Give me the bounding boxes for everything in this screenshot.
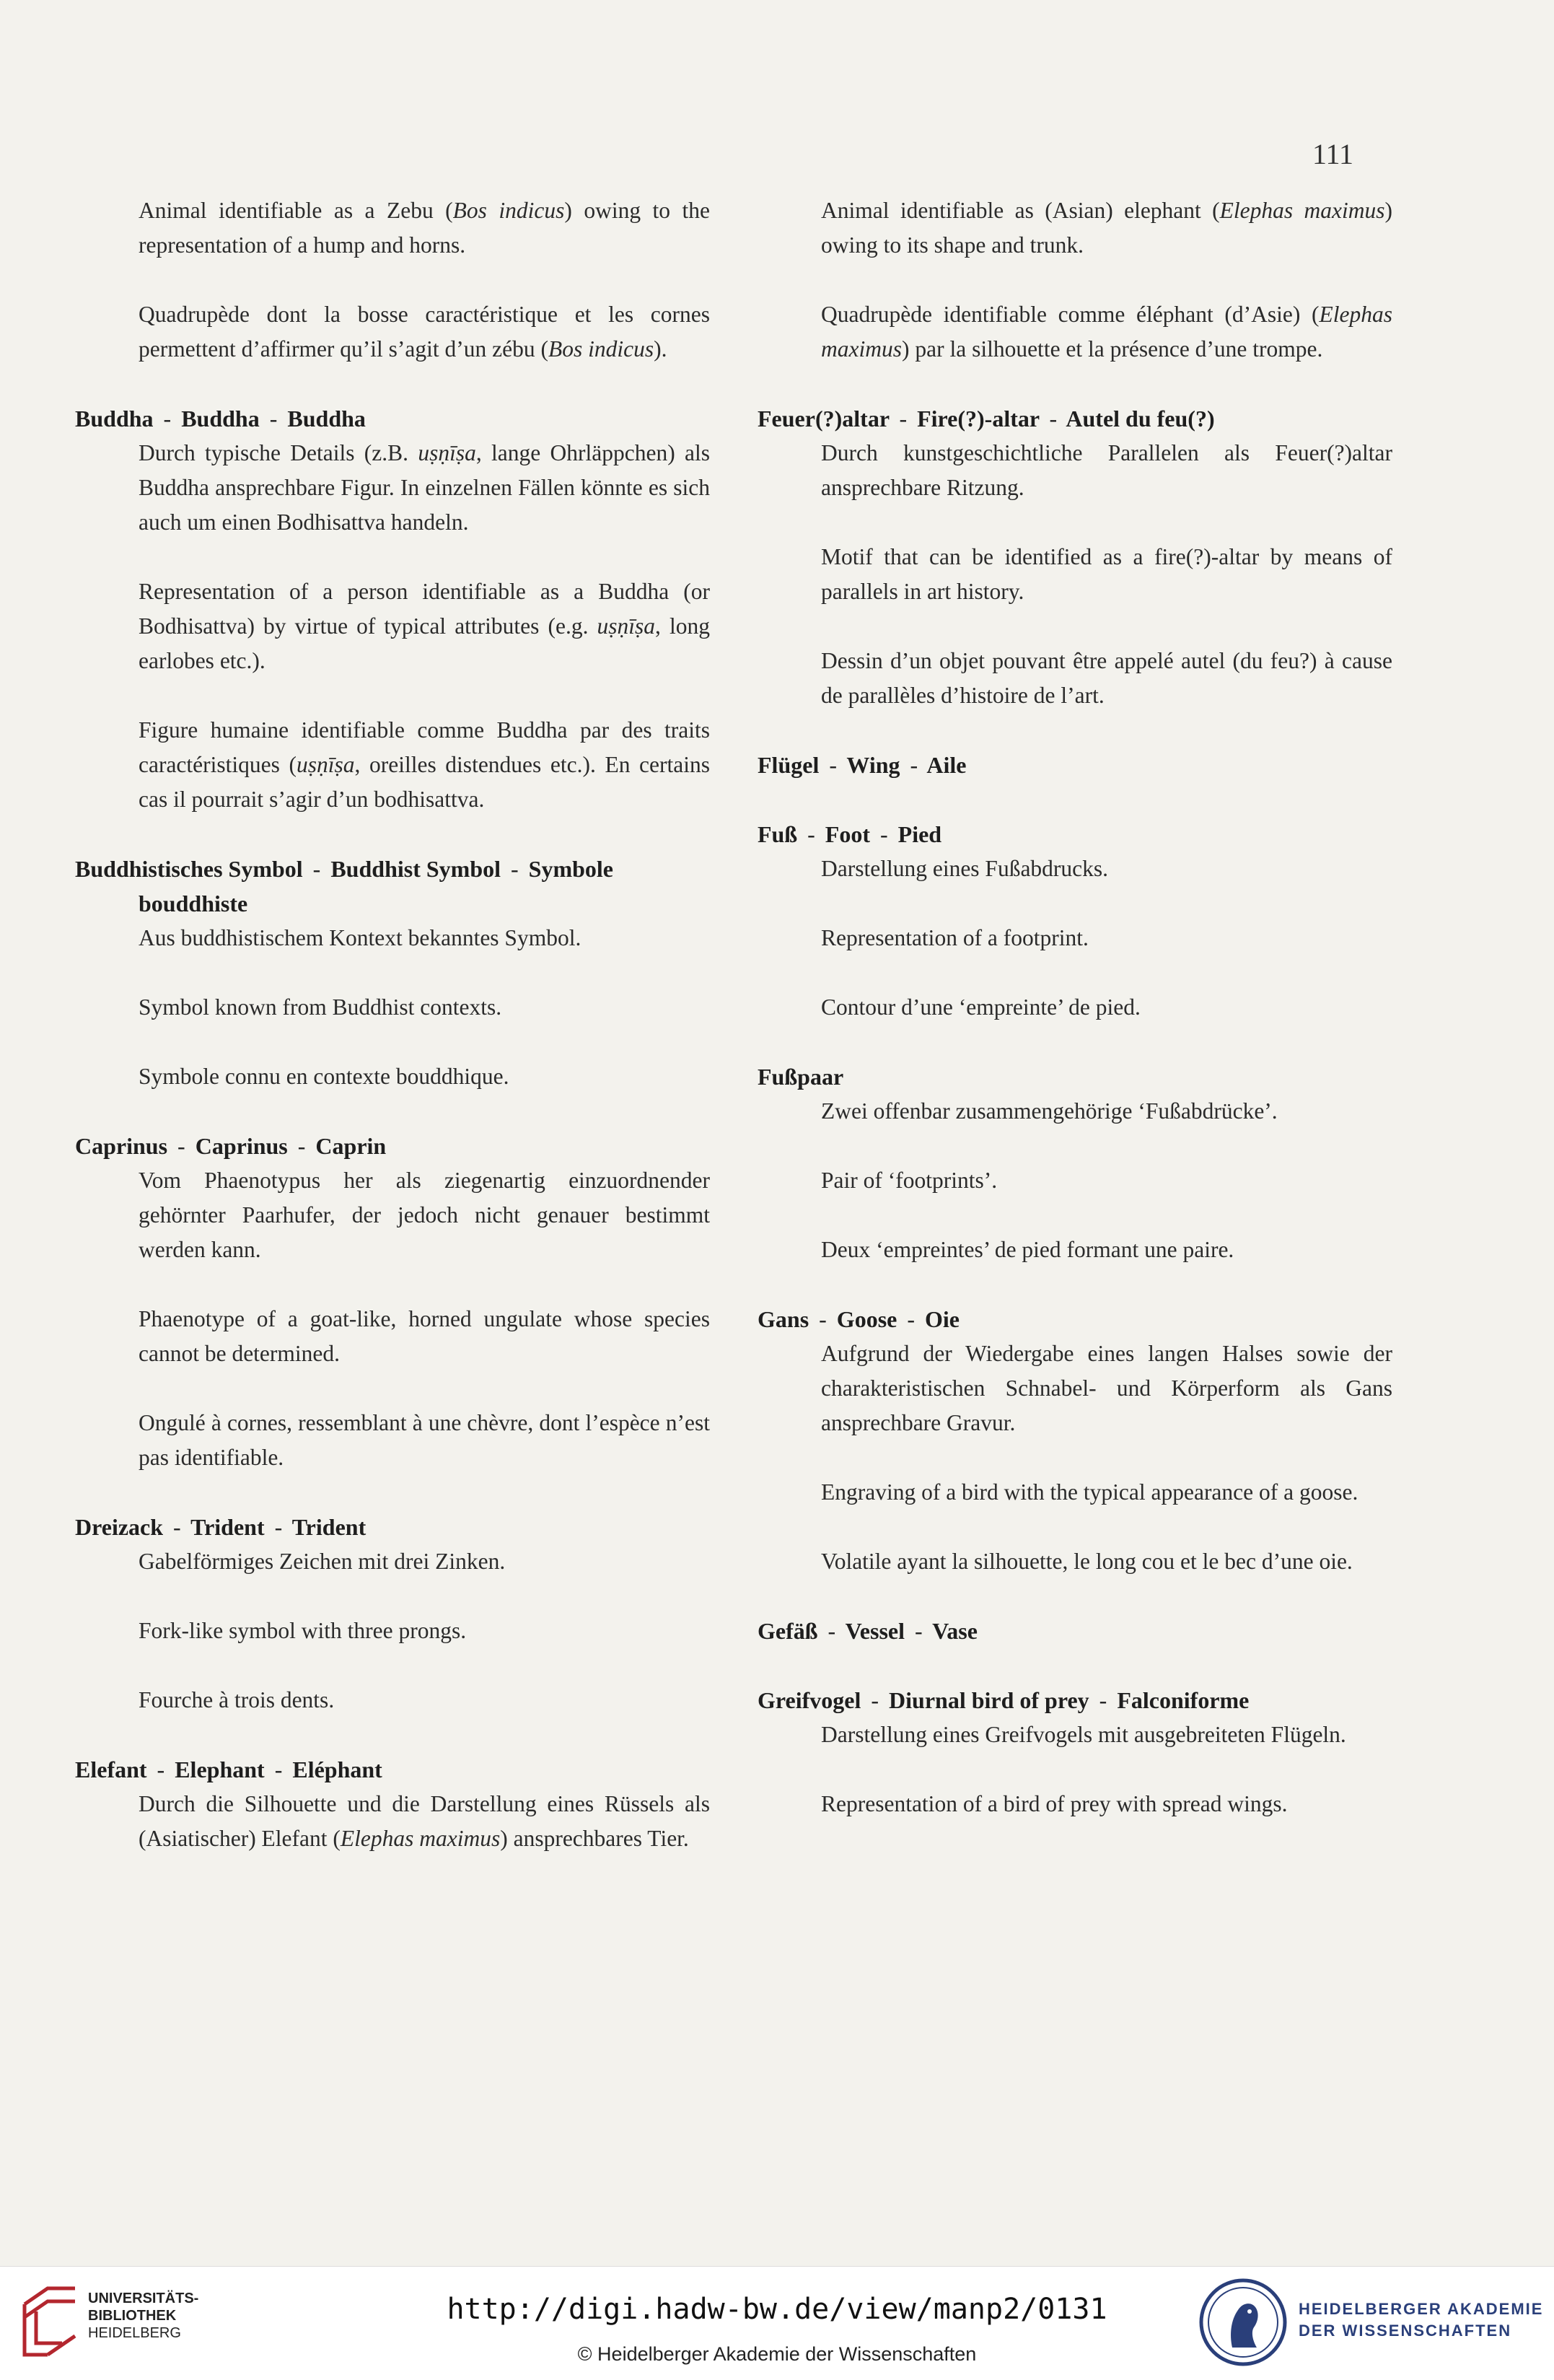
gans-german: Aufgrund der Wiedergabe eines langen Halses sowie der charakteristischen Schnabel- und Körperform als Gans ansprechbare Gravur. bbox=[821, 1341, 1392, 1435]
footer-bar bbox=[0, 2266, 1554, 2380]
entry-heading-fluegel: Flügel - Wing - Aile bbox=[758, 752, 967, 778]
page-number: 111 bbox=[1312, 138, 1353, 170]
fuss-german: Darstellung eines Fußabdrucks. bbox=[821, 856, 1109, 881]
greifvogel-english: Representation of a bird of prey with spread wings. bbox=[821, 1791, 1288, 1816]
fusspaar-english: Pair of ‘footprints’. bbox=[821, 1168, 998, 1193]
dreizack-german: Gabelförmiges Zeichen mit drei Zinken. bbox=[139, 1549, 506, 1574]
academy-seal-icon bbox=[1198, 2277, 1289, 2368]
academy-wordmark bbox=[1299, 2298, 1543, 2342]
academy-line-2: DER WISSENSCHAFTEN bbox=[1299, 2322, 1512, 2340]
entry-heading-fuss: Fuß - Foot - Pied bbox=[758, 821, 942, 847]
entry-heading-caprinus: Caprinus - Caprinus - Caprin bbox=[75, 1133, 387, 1159]
buddhist-symbol-german: Aus buddhistischem Kontext bekanntes Symbol. bbox=[139, 925, 581, 950]
ub-line-3: HEIDELBERG bbox=[88, 2325, 181, 2341]
entry-heading-elefant: Elefant - Elephant - Eléphant bbox=[75, 1756, 382, 1782]
entry-heading-fusspaar: Fußpaar bbox=[758, 1064, 844, 1090]
dreizack-french: Fourche à trois dents. bbox=[139, 1687, 335, 1712]
feueraltar-english: Motif that can be identified as a fire(?)-altar by means of parallels in art history. bbox=[821, 544, 1392, 604]
right-column bbox=[758, 193, 1392, 1821]
zebu-french: Quadrupède dont la bosse caractéristique et les cornes permettent d’affirmer qu’il s’agit d’un zébu (Bos indicus). bbox=[139, 302, 710, 362]
entry-heading-feueraltar: Feuer(?)altar - Fire(?)-altar - Autel du feu(?) bbox=[758, 406, 1215, 432]
caprinus-english: Phaenotype of a goat-like, horned ungulate whose species cannot be determined. bbox=[139, 1306, 710, 1366]
entry-heading-buddha: Buddha - Buddha - Buddha bbox=[75, 406, 366, 432]
zebu-english: Animal identifiable as a Zebu (Bos indicus) owing to the representation of a hump and horns. bbox=[139, 198, 710, 258]
elefant-german: Durch die Silhouette und die Darstellung eines Rüssels als (Asiatischer) Elefant (Elephas maximus) ansprechbares Tier. bbox=[139, 1791, 710, 1851]
permalink-url[interactable]: http://digi.hadw-bw.de/view/manp2/0131 bbox=[447, 2293, 1107, 2326]
entry-heading-buddhist-symbol: Buddhistisches Symbol - Buddhist Symbol - Symbole bouddhiste bbox=[75, 856, 613, 916]
academy-line-1: HEIDELBERGER AKADEMIE bbox=[1299, 2300, 1544, 2318]
ub-line-1: UNIVERSITÄTS- bbox=[88, 2291, 199, 2306]
buddha-english: Representation of a person identifiable as a Buddha (or Bodhisattva) by virtue of typical attributes (e.g. uṣṇīṣa, long earlobes etc.). bbox=[139, 579, 710, 673]
feueraltar-german: Durch kunstgeschichtliche Parallelen als Feuer(?)altar ansprechbare Ritzung. bbox=[821, 440, 1392, 500]
fusspaar-german: Zwei offenbar zusammengehörige ‘Fußabdrücke’. bbox=[821, 1098, 1278, 1124]
fuss-french: Contour d’une ‘empreinte’ de pied. bbox=[821, 994, 1141, 1020]
left-column bbox=[75, 193, 710, 1856]
caprinus-german: Vom Phaenotypus her als ziegenartig einzuordnender gehörnter Paarhufer, der jedoch nicht genauer bestimmt werden kann. bbox=[139, 1168, 710, 1262]
copyright-notice: © Heidelberger Akademie der Wissenschaften bbox=[577, 2343, 977, 2365]
entry-heading-dreizack: Dreizack - Trident - Trident bbox=[75, 1514, 366, 1540]
fuss-english: Representation of a footprint. bbox=[821, 925, 1089, 950]
elephant-french: Quadrupède identifiable comme éléphant (d’Asie) (Elephas maximus) par la silhouette et la présence d’une trompe. bbox=[821, 302, 1392, 362]
buddha-german: Durch typische Details (z.B. uṣṇīṣa, lange Ohrläppchen) als Buddha ansprechbare Figur. In einzelnen Fällen könnte es sich auch um einen Bodhisattva handeln. bbox=[139, 440, 710, 535]
greifvogel-german: Darstellung eines Greifvogels mit ausgebreiteten Flügeln. bbox=[821, 1722, 1346, 1747]
entry-heading-greifvogel: Greifvogel - Diurnal bird of prey - Falconiforme bbox=[758, 1687, 1250, 1713]
buddhist-symbol-french: Symbole connu en contexte bouddhique. bbox=[139, 1064, 509, 1089]
dreizack-english: Fork-like symbol with three prongs. bbox=[139, 1618, 467, 1643]
gans-english: Engraving of a bird with the typical appearance of a goose. bbox=[821, 1479, 1358, 1505]
fusspaar-french: Deux ‘empreintes’ de pied formant une paire. bbox=[821, 1237, 1234, 1262]
gans-french: Volatile ayant la silhouette, le long cou et le bec d’une oie. bbox=[821, 1549, 1353, 1574]
caprinus-french: Ongulé à cornes, ressemblant à une chèvre, dont l’espèce n’est pas identifiable. bbox=[139, 1410, 710, 1470]
elephant-english: Animal identifiable as (Asian) elephant (Elephas maximus) owing to its shape and trunk. bbox=[821, 198, 1392, 258]
ub-line-2: BIBLIOTHEK bbox=[88, 2308, 177, 2324]
buddha-french: Figure humaine identifiable comme Buddha par des traits caractéristiques (uṣṇīṣa, oreilles distendues etc.). En certains cas il pourrait s’agir d’un bodhisattva. bbox=[139, 717, 710, 812]
buddhist-symbol-english: Symbol known from Buddhist contexts. bbox=[139, 994, 502, 1020]
entry-heading-gans: Gans - Goose - Oie bbox=[758, 1306, 960, 1332]
entry-heading-gefaess: Gefäß - Vessel - Vase bbox=[758, 1618, 978, 1644]
feueraltar-french: Dessin d’un objet pouvant être appelé autel (du feu?) à cause de parallèles d’histoire de l’art. bbox=[821, 648, 1392, 708]
